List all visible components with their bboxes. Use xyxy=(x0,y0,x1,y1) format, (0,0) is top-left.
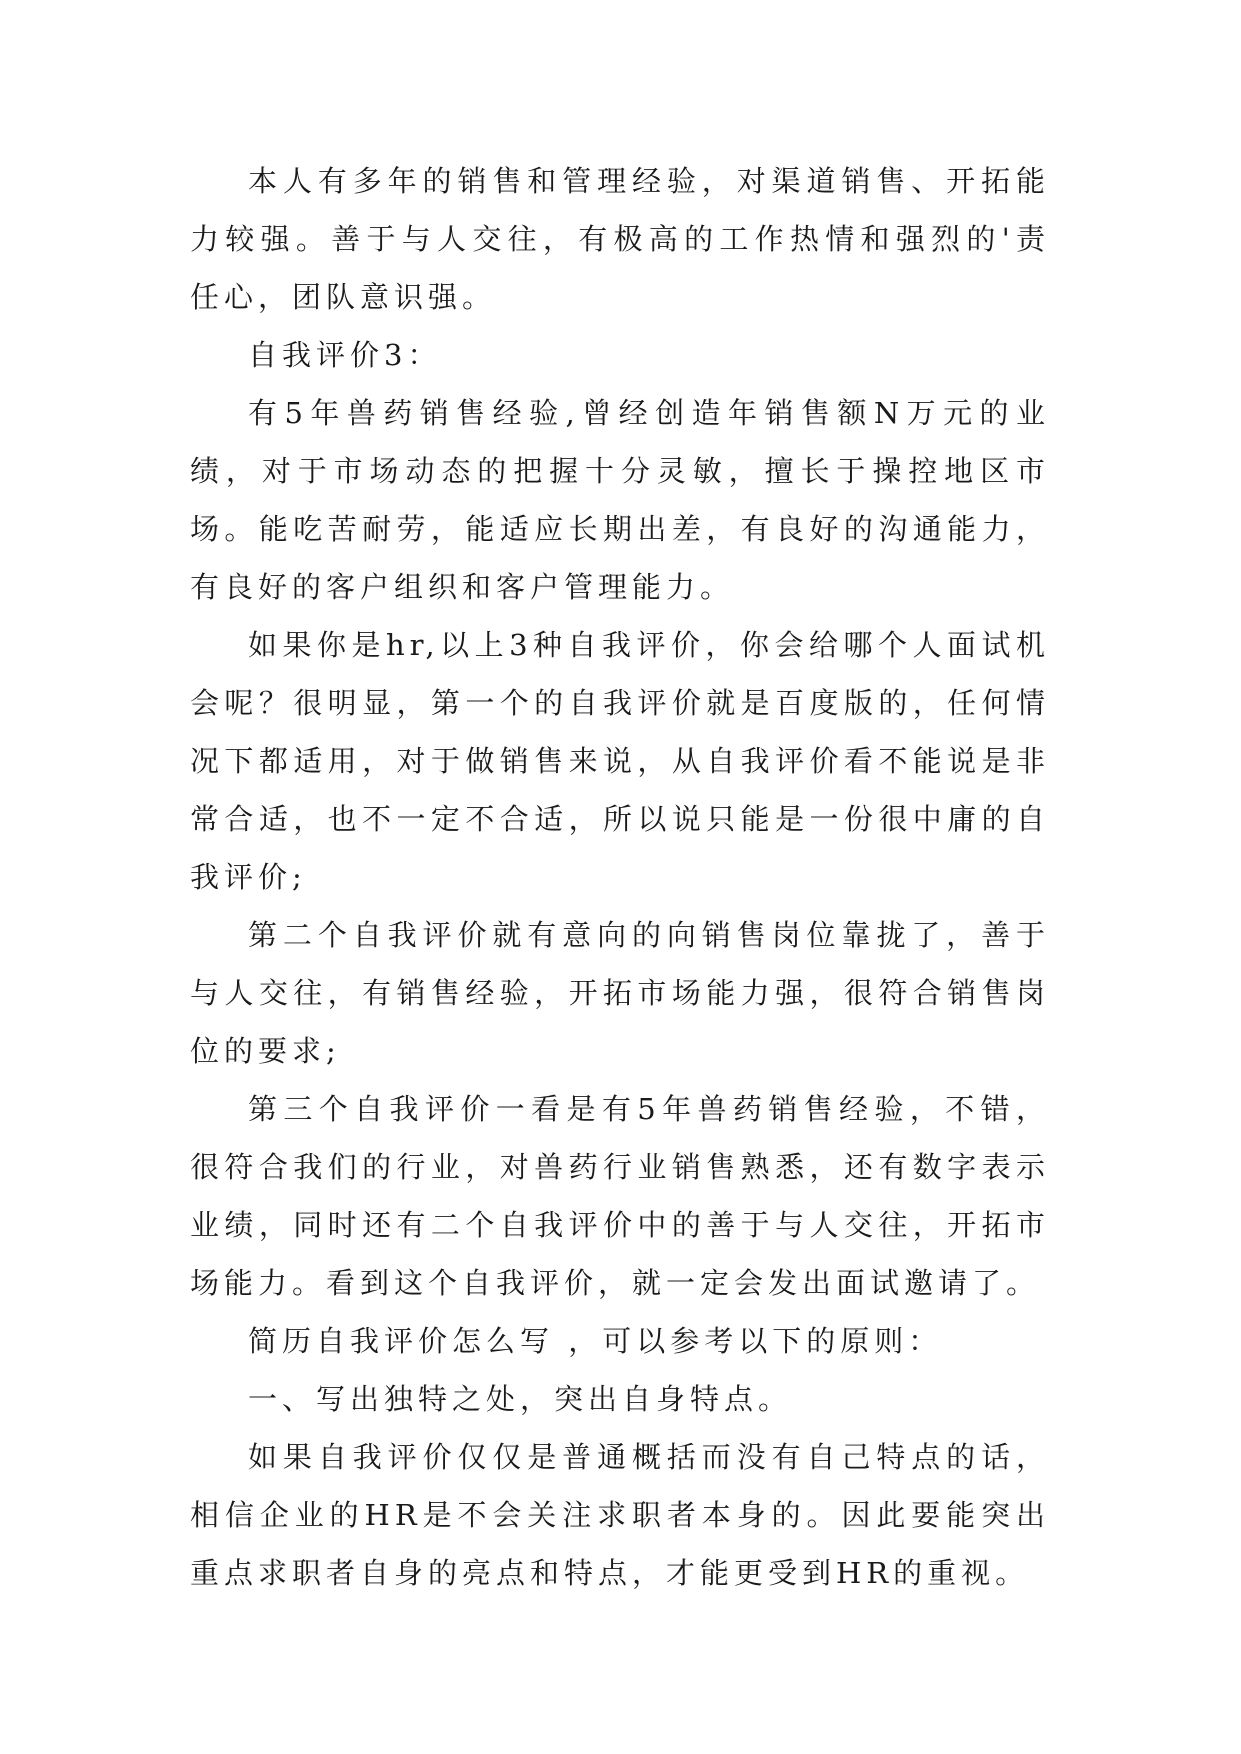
paragraph-principle-1-detail: 如果自我评价仅仅是普通概括而没有自己特点的话，相信企业的HR是不会关注求职者本身的。因此要能突出重点求职者自身的亮点和特点，才能更受到HR的重视。 xyxy=(190,1440,1050,1590)
paragraph-how-to-write: 简历自我评价怎么写 ，可以参考以下的原则： xyxy=(248,1324,943,1358)
paragraph-second-evaluation: 第二个自我评价就有意向的向销售岗位靠拢了，善于与人交往，有销售经验，开拓市场能力强，很符合销售岗位的要求; xyxy=(190,918,1050,1068)
paragraph-principle-1: 一、写出独特之处，突出自身特点。 xyxy=(248,1382,793,1416)
document-body xyxy=(190,152,1050,1602)
paragraph-experience-summary: 本人有多年的销售和管理经验，对渠道销售、开拓能力较强。善于与人交往，有极高的工作热情和强烈的'责任心，团队意识强。 xyxy=(190,164,1050,314)
paragraph-evaluation-3: 有5年兽药销售经验,曾经创造年销售额N万元的业绩，对于市场动态的把握十分灵敏，擅长于操控地区市场。能吃苦耐劳，能适应长期出差，有良好的沟通能力，有良好的客户组织和客户管理能力。 xyxy=(190,396,1050,604)
paragraph-third-evaluation: 第三个自我评价一看是有5年兽药销售经验，不错，很符合我们的行业，对兽药行业销售熟悉，还有数字表示业绩，同时还有二个自我评价中的善于与人交往，开拓市场能力。看到这个自我评价，就一定会发出面试邀请了。 xyxy=(190,1092,1050,1300)
paragraph-hr-question: 如果你是hr,以上3种自我评价，你会给哪个人面试机会呢？很明显，第一个的自我评价就是百度版的，任何情况下都适用，对于做销售来说，从自我评价看不能说是非常合适，也不一定不合适，所以说只能是一份很中庸的自我评价; xyxy=(190,628,1050,894)
paragraph-heading-evaluation-3: 自我评价3： xyxy=(248,338,442,372)
